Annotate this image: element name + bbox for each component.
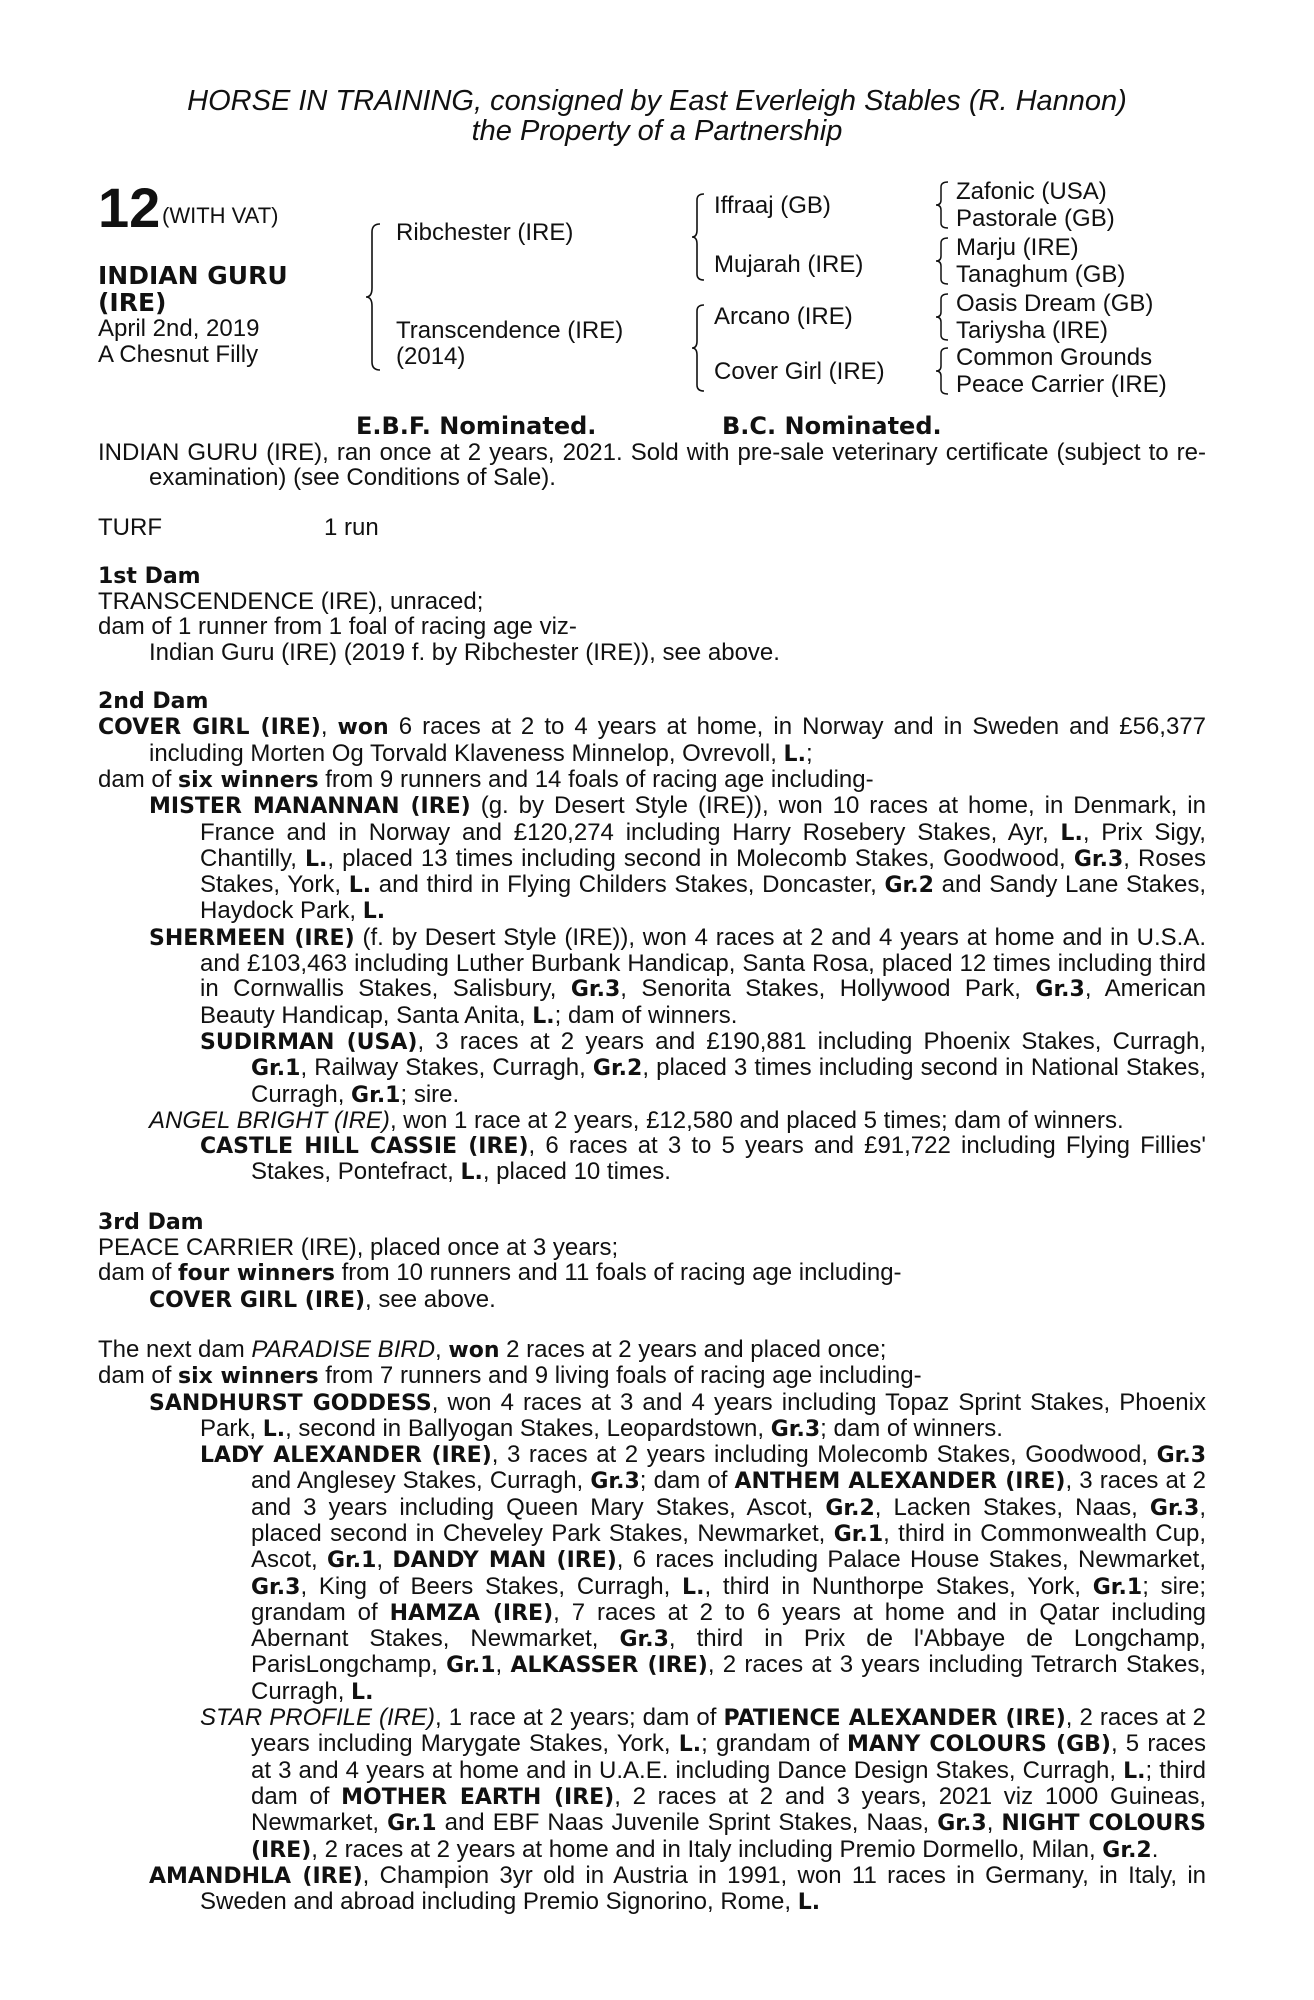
pedigree-sire-dam: Mujarah (IRE) [714,251,864,278]
produce-entry: SANDHURST GODDESS, won 4 races at 3 and 4 years including Topaz Sprint Stakes, Phoenix Park, L., second in Ballyogan Stakes, Leopardstown, Gr.3; dam of winners. [149,1388,1206,1442]
horse-name-line1: INDIAN GURU [98,261,288,290]
pedigree-brace-icon [934,236,950,286]
pedigree-gen3-item: Peace Carrier (IRE) [956,371,1167,398]
dam-of-line: dam of six winners from 7 runners and 9 living foals of racing age including- [98,1362,922,1390]
pedigree-dam-sire: Arcano (IRE) [714,303,853,330]
horse-name-bold: COVER GIRL (IRE) [98,715,321,741]
pedigree-dam-year: (2014) [396,343,466,370]
dam-of-line: dam of four winners from 10 runners and 11 foals of racing age including- [98,1259,902,1287]
produce-entry: AMANDHLA (IRE), Champion 3yr old in Austria in 1991, won 11 races in Germany, in Italy, in Sweden and abroad including Premio Signorino, Rome, L. [149,1861,1207,1916]
pedigree-brace-icon [934,292,950,342]
page-subtitle: the Property of a Partnership [471,115,843,147]
produce-entry: LADY ALEXANDER (IRE), 3 races at 2 years including Molecomb Stakes, Goodwood, Gr.3 and Anglesey Stakes, Curragh, Gr.3; dam of ANTHEM ALEXANDER (IRE), 3 races at 2 and 3 years including Queen Mary Stakes, Ascot, Gr.2, Lacken Stakes, Naas, Gr.3, placed second in Cheveley Park Stakes, Newmarket, Gr.1, third in Commonwealth Cup, Ascot, Gr.1, DANDY MAN (IRE), 6 races including Palace House Stakes, Newmarket, Gr.3, King of Beers Stakes, Curragh, L., third in Nunthorpe Stakes, York, Gr.1; sire; grandam of HAMZA (IRE), 7 races at 2 to 6 years at home and in Qatar including Abernant Stakes, Newmarket, Gr.3, third in Prix de l'Abbaye de Longchamp, ParisLongchamp, Gr.1, ALKASSER (IRE), 2 races at 3 years including Tetrarch Stakes, Curragh, L. [200,1441,1207,1705]
bc-nomination: B.C. Nominated. [722,412,942,440]
won-bold: won [337,715,389,741]
produce-entry: SHERMEEN (IRE) (f. by Desert Style (IRE)), won 4 races at 2 and 4 years at home and in U.S.A. and £103,463 including Luther Burbank Handicap, Santa Rosa, placed 12 times including third in Cornwallis Stakes, Salisbury, Gr.3, Senorita Stakes, Hollywood Park, Gr.3, American Beauty Handicap, Santa Anita, L.; dam of winners. [149,923,1207,1029]
pedigree-brace-icon [934,346,950,396]
third-dam-heading: 3rd Dam [98,1209,204,1235]
pedigree-brace-icon [690,303,706,393]
produce-entry: ANGEL BRIGHT (IRE), won 1 race at 2 years, £12,580 and placed 5 times; dam of winners. [149,1106,1124,1134]
pedigree-gen3-item: Oasis Dream (GB) [956,290,1154,317]
produce-entry: MISTER MANANNAN (IRE) (g. by Desert Style (IRE)), won 10 races at home, in Denmark, in France and in Norway and £120,274 including Harry Rosebery Stakes, Ayr, L., Prix Sigy, Chantilly, L., placed 13 times including second in Molecomb Stakes, Goodwood, Gr.3, Roses Stakes, York, L. and third in Flying Childers Stakes, Doncaster, Gr.2 and Sandy Lane Stakes, Haydock Park, L. [149,792,1207,925]
pedigree-brace-icon [364,222,382,372]
race-record-summary: INDIAN GURU (IRE), ran once at 2 years, 2021. Sold with pre-sale veterinary certificate (subject to re-examination) (see Conditions of Sale). [98,439,1206,492]
horse-name [98,262,288,316]
first-dam-produce: Indian Guru (IRE) (2019 f. by Ribchester (IRE)), see above. [149,638,780,666]
produce-entry: COVER GIRL (IRE), see above. [149,1285,496,1313]
produce-entry: SUDIRMAN (USA), 3 races at 2 years and £190,881 including Phoenix Stakes, Curragh, Gr.1, Railway Stakes, Curragh, Gr.2, placed 3 times including second in National Stakes, Curragh, Gr.1; sire. [200,1027,1207,1108]
horse-description: A Chesnut Filly [98,341,259,368]
pedigree-gen3-item: Tariysha (IRE) [956,317,1109,344]
pedigree-gen3-item: Tanaghum (GB) [956,261,1126,288]
lot-number: 12 [98,176,161,239]
horse-name-line2: (IRE) [98,288,167,317]
next-dam-line: The next dam PARADISE BIRD, won 2 races at 2 years and placed once; [98,1335,887,1363]
third-dam-line: PEACE CARRIER (IRE), placed once at 3 years; [98,1234,619,1262]
produce-entry: CASTLE HILL CASSIE (IRE), 6 races at 3 to 5 years and £91,722 including Flying Fillies' Stakes, Pontefract, L., placed 10 times. [200,1132,1206,1186]
dam-of-line: dam of six winners from 9 runners and 14 foals of racing age including- [98,765,874,793]
pedigree-dam-dam: Cover Girl (IRE) [714,358,885,385]
first-dam-line: dam of 1 runner from 1 foal of racing age viz- [98,613,577,641]
race-record-body [98,440,1206,1915]
pedigree-gen3-item: Common Grounds [956,344,1153,371]
pedigree-gen3-item: Marju (IRE) [956,234,1079,261]
pedigree-dam: Transcendence (IRE) [396,317,624,344]
pedigree-gen3-item: Pastorale (GB) [956,205,1115,232]
turf-runs: 1 run [324,513,379,541]
foaled-date: April 2nd, 2019 [98,315,260,342]
page-title: HORSE IN TRAINING, consigned by East Everleigh Stables (R. Hannon) [187,85,1127,117]
ebf-nomination: E.B.F. Nominated. [356,412,597,440]
pedigree-gen3-item: Zafonic (USA) [956,178,1107,205]
second-dam-heading: 2nd Dam [98,689,209,715]
pedigree-sire: Ribchester (IRE) [396,219,574,246]
lot-vat-label: (WITH VAT) [162,203,279,228]
turf-record [98,515,1206,540]
cover-girl-entry: COVER GIRL (IRE), won 6 races at 2 to 4 years at home, in Norway and in Sweden and £56,377 including Morten Og Torvald Klaveness Minnelop, Ovrevoll, L.; [98,713,1206,767]
pedigree-brace-icon [690,192,706,282]
pedigree-sire-sire: Iffraaj (GB) [714,192,831,219]
pedigree-brace-icon [934,180,950,230]
turf-label: TURF [98,513,162,541]
produce-entry: STAR PROFILE (IRE), 1 race at 2 years; dam of PATIENCE ALEXANDER (IRE), 2 races at 2 years including Marygate Stakes, York, L.; grandam of MANY COLOURS (GB), 5 races at 3 and 4 years at home and in U.A.E. including Dance Design Stakes, Curragh, L.; third dam of MOTHER EARTH (IRE), 2 races at 2 and 3 years, 2021 viz 1000 Guineas, Newmarket, Gr.1 and EBF Naas Juvenile Sprint Stakes, Naas, Gr.3, NIGHT COLOURS (IRE), 2 races at 2 years at home and in Italy including Premio Dormello, Milan, Gr.2. [200,1704,1206,1863]
first-dam-heading: 1st Dam [98,563,201,589]
first-dam-line: TRANSCENDENCE (IRE), unraced; [98,588,484,616]
